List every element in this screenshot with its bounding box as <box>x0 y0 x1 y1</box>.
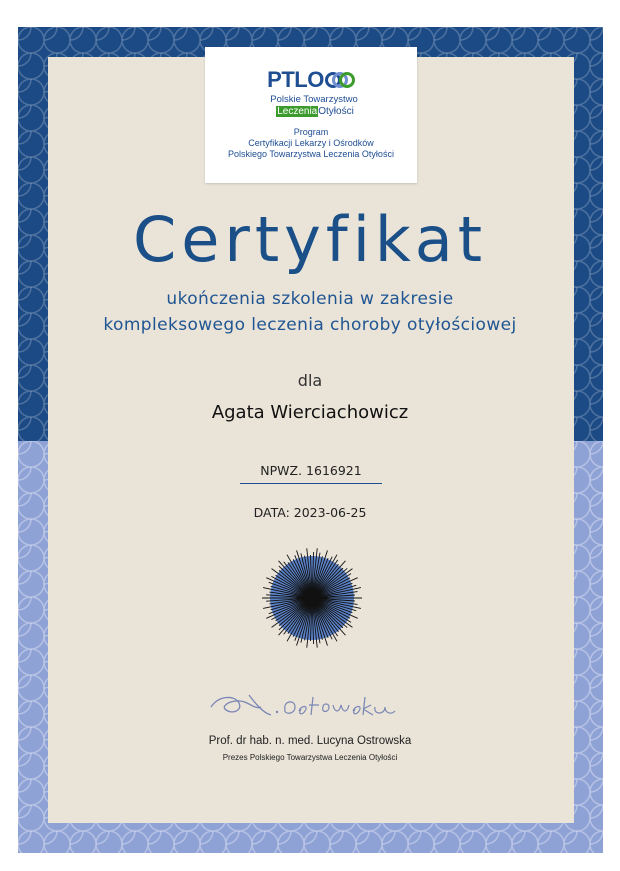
recipient-name: Agata Wierciachowicz <box>211 402 409 423</box>
program-line: Certyfikacji Lekarzy i Ośrodków <box>248 138 374 148</box>
npwz-number: NPWZ. 1616921 <box>240 461 382 484</box>
society-name-line1: Polskie Towarzystwo <box>270 94 358 105</box>
logo-card <box>205 47 417 183</box>
society-rest: Otyłości <box>318 106 354 117</box>
seal-burst-icon <box>260 546 364 650</box>
program-text <box>205 127 417 160</box>
ptlo-wordmark: PTLO <box>267 67 324 92</box>
society-highlight: Leczenia <box>277 106 318 117</box>
ptlo-logo <box>205 67 417 93</box>
signature-image <box>205 685 400 725</box>
rings-icon <box>325 70 355 90</box>
seal-center <box>306 592 318 604</box>
certificate-title: Certyfikat <box>132 203 488 276</box>
certificate-subtitle <box>0 286 620 338</box>
program-line: Polskiego Towarzystwa Leczenia Otyłości <box>228 149 394 159</box>
signatory-name: Prof. dr hab. n. med. Lucyna Ostrowska <box>208 735 412 747</box>
subtitle-line: kompleksowego leczenia choroby otyłościowej <box>103 315 517 335</box>
society-name-line2 <box>205 105 417 118</box>
for-label: dla <box>297 371 323 390</box>
subtitle-line: ukończenia szkolenia w zakresie <box>166 289 454 309</box>
program-line: Program <box>293 127 329 137</box>
certificate-date: DATA: 2023-06-25 <box>253 505 367 520</box>
signatory-role: Prezes Polskiego Towarzystwa Leczenia Otyłości <box>222 753 398 762</box>
